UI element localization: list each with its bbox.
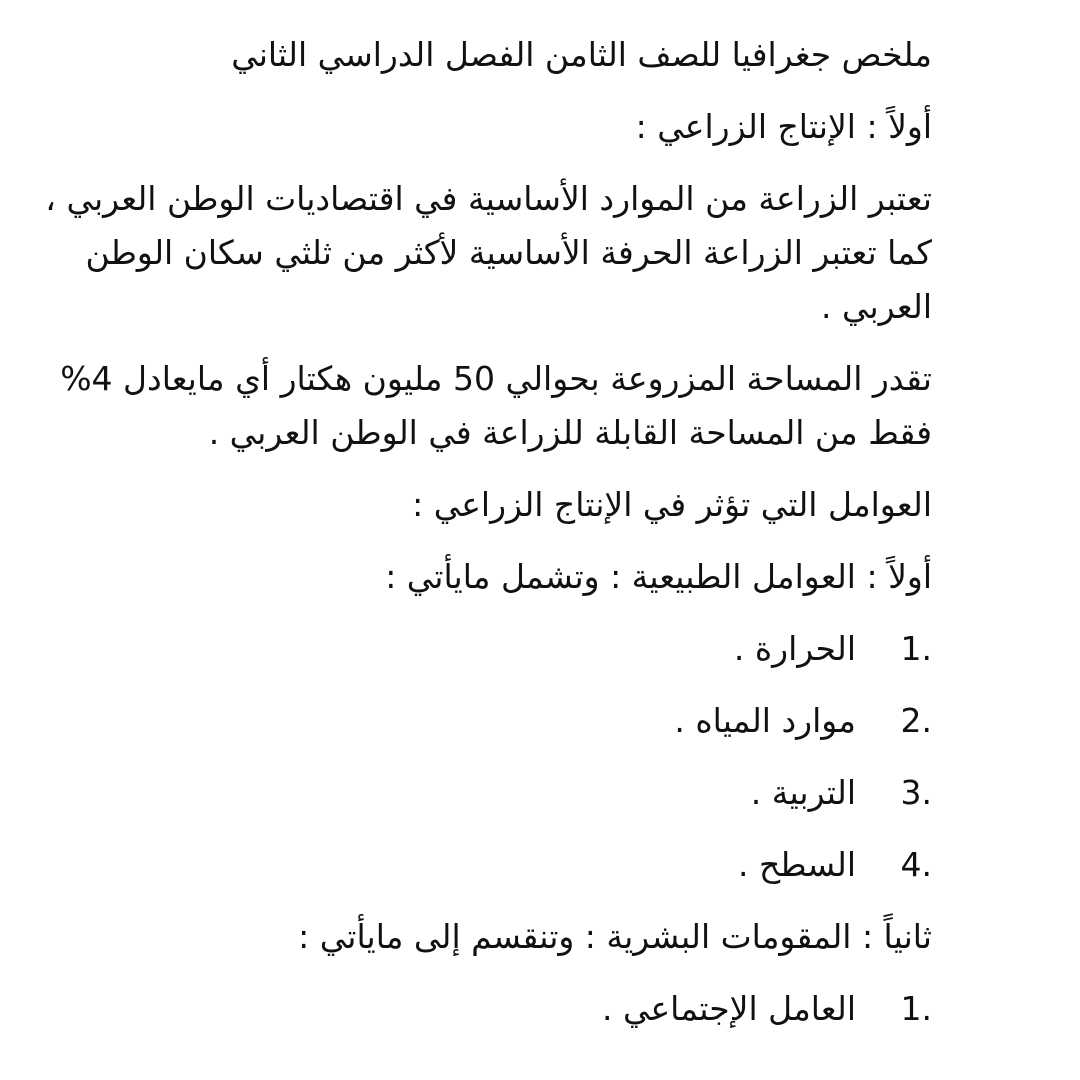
list-item: [42, 838, 932, 892]
natural-factors-heading: أولاً : العوامل الطبيعية : وتشمل مايأتي :: [385, 557, 932, 596]
factors-heading: العوامل التي تؤثر في الإنتاج الزراعي :: [412, 485, 932, 524]
section-heading-agricultural-production: أولاً : الإنتاج الزراعي :: [635, 107, 932, 146]
list-item: [42, 622, 932, 676]
list-item-number: 1.: [900, 629, 932, 668]
list-item: [42, 766, 932, 820]
human-factors-list: [42, 982, 932, 1036]
list-item-number: 3.: [900, 773, 932, 812]
paragraph-agriculture-importance: تعتبر الزراعة من الموارد الأساسية في اقتصاديات الوطن العربي ، كما تعتبر الزراعة الحرفة الأساسية لأكثر من ثلثي سكان الوطن العربي .: [45, 179, 932, 326]
document-content: [42, 28, 932, 1054]
list-item-text: العامل الإجتماعي .: [601, 989, 856, 1028]
list-item-text: الحرارة .: [733, 629, 856, 668]
natural-factors-list: [42, 622, 932, 892]
paragraph-cultivated-area: تقدر المساحة المزروعة بحوالي 50 مليون هكتار أي مايعادل 4% فقط من المساحة القابلة للزراعة في الوطن العربي .: [60, 359, 932, 452]
list-item-text: موارد المياه .: [674, 701, 856, 740]
document-title: ملخص جغرافيا للصف الثامن الفصل الدراسي الثاني: [231, 35, 932, 74]
human-factors-heading: ثانياً : المقومات البشرية : وتنقسم إلى مايأتي :: [298, 917, 932, 956]
list-item-text: التربية .: [750, 773, 856, 812]
list-item-number: 1.: [900, 989, 932, 1028]
list-item-number: 4.: [900, 845, 932, 884]
list-item: [42, 694, 932, 748]
list-item-text: السطح .: [737, 845, 856, 884]
list-item-number: 2.: [900, 701, 932, 740]
list-item: [42, 982, 932, 1036]
